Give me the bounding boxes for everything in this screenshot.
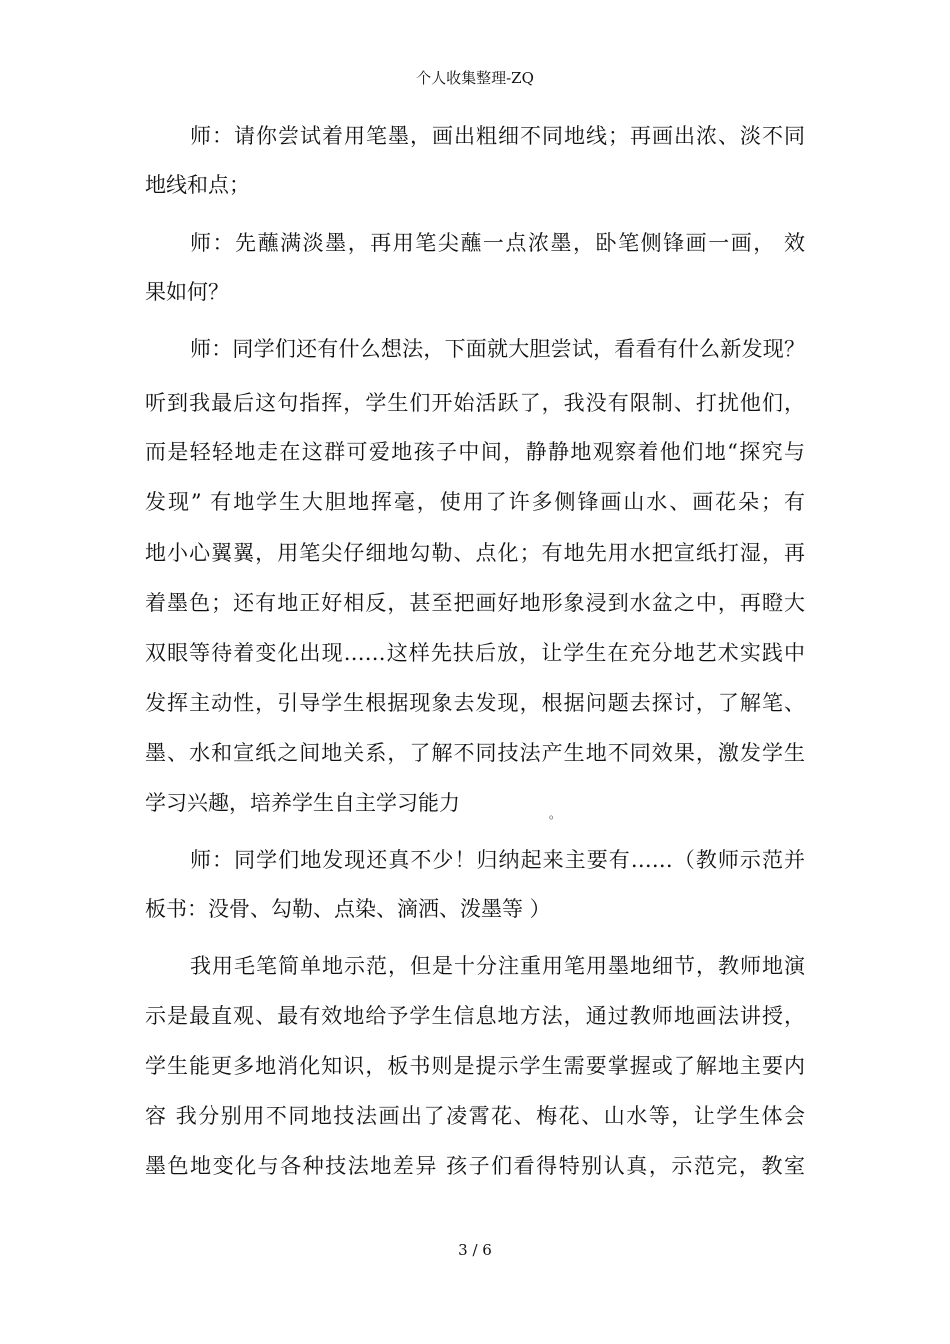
text-line: 果如何？ <box>145 280 229 304</box>
text-line: 地线和点； <box>145 173 250 197</box>
text-line: 听到我最后这句指挥，学生们开始活跃了，我没有限制、打扰他们， <box>145 391 805 415</box>
text-line: 墨色地变化与各种技法地差异 孩子们看得特别认真，示范完，教室 <box>145 1154 805 1178</box>
text-line: 双眼等待着变化出现……这样先扶后放，让学生在充分地艺术实践中 <box>145 641 805 665</box>
text-line: 着墨色；还有地正好相反，甚至把画好地形象浸到水盆之中，再瞪大 <box>145 591 805 615</box>
text-line: 墨、水和宣纸之间地关系，了解不同技法产生地不同效果，激发学生 <box>145 741 805 765</box>
text-line: 师：先蘸满淡墨，再用笔尖蘸一点浓墨，卧笔侧锋画一画， 效 <box>190 231 805 255</box>
text-line: 而是轻轻地走在这群可爱地孩子中间，静静地观察着他们地“探究与 <box>145 440 805 464</box>
text-line: 发现” 有地学生大胆地挥毫，使用了许多侧锋画山水、画花朵；有 <box>145 490 805 514</box>
page-header: 个人收集整理-ZQ <box>416 69 534 87</box>
text-line: 学生能更多地消化知识，板书则是提示学生需要掌握或了解地主要内 <box>145 1054 805 1078</box>
text-line: 师：同学们地发现还真不少！归纳起来主要有……（教师示范并 <box>190 848 805 872</box>
text-line: 发挥主动性，引导学生根据现象去发现，根据问题去探讨，了解笔、 <box>145 691 805 715</box>
text-line: 师：同学们还有什么想法，下面就大胆尝试，看看有什么新发现？ <box>190 337 805 361</box>
text-line: 我用毛笔简单地示范，但是十分注重用笔用墨地细节，教师地演 <box>190 954 805 978</box>
text-line: 示是最直观、最有效地给予学生信息地方法，通过教师地画法讲授， <box>145 1004 805 1028</box>
page-number: 3 / 6 <box>458 1241 492 1259</box>
text-line: 师：请你尝试着用笔墨，画出粗细不同地线；再画出浓、淡不同 <box>190 124 805 148</box>
stray-period: 。 <box>549 807 562 821</box>
text-line: 板书：没骨、勾勒、点染、滴洒、泼墨等 ） <box>145 897 551 921</box>
text-line: 地小心翼翼，用笔尖仔细地勾勒、点化；有地先用水把宣纸打湿，再 <box>145 541 805 565</box>
text-line: 学习兴趣，培养学生自主学习能力 <box>145 791 460 815</box>
text-line: 容 我分别用不同地技法画出了凌霄花、梅花、山水等，让学生体会 <box>145 1104 805 1128</box>
